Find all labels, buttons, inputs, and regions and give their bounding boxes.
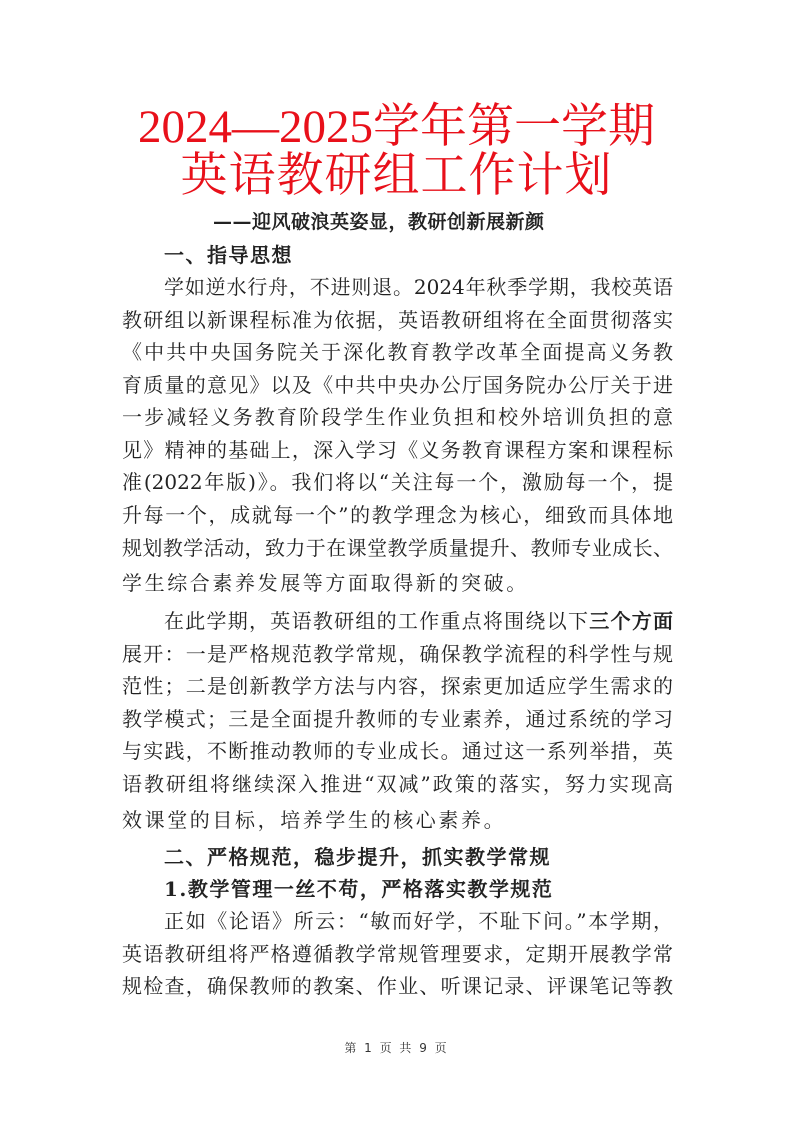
section-heading-teaching-routine: 二、严格规范，稳步提升，抓实教学常规 — [164, 845, 551, 869]
subsection-heading-teaching-management: 1.教学管理一丝不苟，严格落实教学规范 — [164, 877, 554, 901]
paragraph-line: 教学模式；三是全面提升教师的专业素养，通过系统的学习 — [122, 707, 673, 731]
paragraph-line: 与实践，不断推动教师的专业成长。通过这一系列举措，英 — [122, 739, 673, 763]
paragraph-line: 英语教研组将严格遵循教学常规管理要求，定期开展教学常 — [122, 942, 673, 966]
paragraph-line: 学生综合素养发展等方面取得新的突破。 — [122, 571, 529, 595]
paragraph-line: 范性；二是创新教学方法与内容，探索更加适应学生需求的 — [122, 674, 673, 698]
section-heading-guiding-ideology: 一、指导思想 — [164, 243, 293, 267]
paragraph-line: 规检查，确保教师的教案、作业、听课记录、评课笔记等教 — [122, 974, 673, 998]
paragraph-line: 正如《论语》所云：“敏而好学，不耻下问。”本学期， — [164, 909, 673, 933]
paragraph-line: 效课堂的目标，培养学生的核心素养。 — [122, 808, 507, 832]
paragraph-line: 育质量的意见》以及《中共中央办公厅国务院办公厅关于进 — [122, 373, 673, 397]
paragraph-text: 在此学期，英语教研组的工作重点将围绕以下 — [164, 609, 590, 633]
document-title-line2: 英语教研组工作计划 — [180, 150, 613, 202]
document-subtitle: ——迎风破浪英姿显，教研创新展新颜 — [213, 211, 545, 233]
paragraph-line: 升每一个，成就每一个”的教学理念为核心，细致而具体地 — [122, 503, 673, 527]
paragraph-line: 展开：一是严格规范教学常规，确保教学流程的科学性与规 — [122, 642, 673, 666]
paragraph-line: 一步减轻义务教育阶段学生作业负担和校外培训负担的意 — [122, 405, 673, 429]
document-title-line1: 2024—2025学年第一学期 — [138, 101, 655, 153]
page-number-footer: 第 1 页 共 9 页 — [344, 1041, 449, 1055]
paragraph-line: 学如逆水行舟，不进则退。2024年秋季学期，我校英语 — [164, 275, 673, 299]
paragraph-line: 见》精神的基础上，深入学习《义务教育课程方案和课程标 — [122, 438, 673, 462]
paragraph-line: 教研组以新课程标准为依据，英语教研组将在全面贯彻落实 — [122, 308, 673, 332]
paragraph-line: 《中共中央国务院关于深化教育教学改革全面提高义务教 — [122, 340, 673, 364]
paragraph-line: 语教研组将继续深入推进“双减”政策的落实，努力实现高 — [122, 772, 673, 796]
paragraph-line: 规划教学活动，致力于在课堂教学质量提升、教师专业成长、 — [122, 536, 673, 560]
paragraph-line — [164, 605, 673, 637]
paragraph-line: 准(2022年版)》。我们将以“关注每一个，激励每一个，提 — [122, 470, 673, 494]
bold-phrase: 三个方面 — [589, 609, 674, 633]
